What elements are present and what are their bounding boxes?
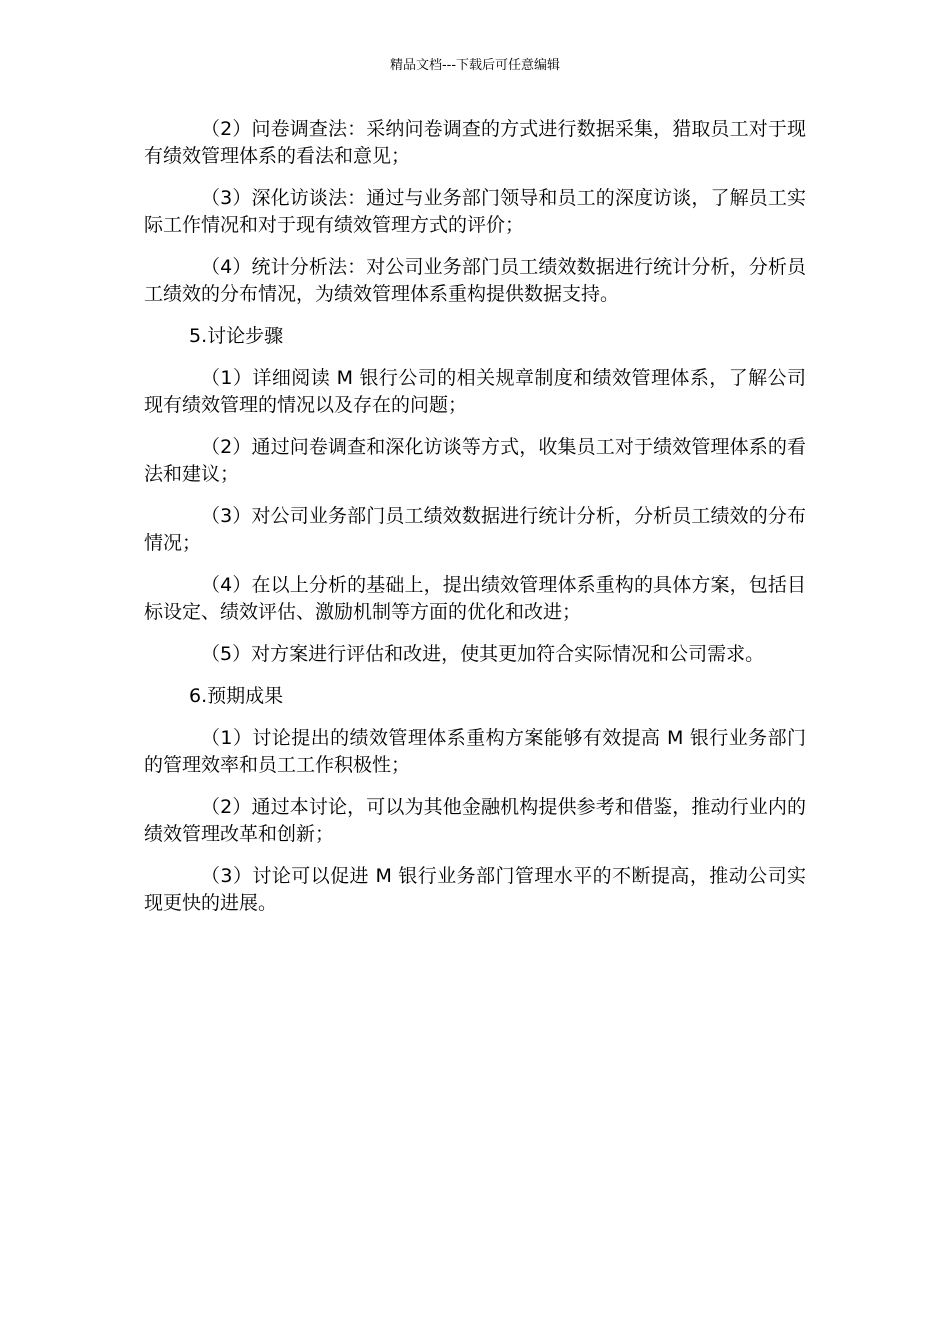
paragraph-method-statistics: （4）统计分析法：对公司业务部门员工绩效数据进行统计分析，分析员工绩效的分布情况，为绩效管理体系重构提供数据支持。 <box>144 256 806 305</box>
section-heading-expected-results: 6.预期成果 <box>189 685 284 707</box>
paragraph-step-5: （5）对方案进行评估和改进，使其更加符合实际情况和公司需求。 <box>201 643 765 665</box>
paragraph-result-1: （1）讨论提出的绩效管理体系重构方案能够有效提高 M 银行业务部门的管理效率和员工工作积极性； <box>144 727 806 776</box>
paragraph-step-4: （4）在以上分析的基础上，提出绩效管理体系重构的具体方案，包括目标设定、绩效评估、激励机制等方面的优化和改进； <box>144 574 806 623</box>
document-body <box>144 116 806 932</box>
paragraph-result-2: （2）通过本讨论，可以为其他金融机构提供参考和借鉴，推动行业内的绩效管理改革和创新； <box>144 796 806 845</box>
page-header: 精品文档---下载后可任意编辑 <box>389 58 561 73</box>
section-heading-research-steps: 5.讨论步骤 <box>189 325 284 347</box>
paragraph-step-3: （3）对公司业务部门员工绩效数据进行统计分析，分析员工绩效的分布情况； <box>144 505 806 554</box>
paragraph-result-3: （3）讨论可以促进 M 银行业务部门管理水平的不断提高，推动公司实现更快的进展。 <box>144 865 806 914</box>
paragraph-step-2: （2）通过问卷调查和深化访谈等方式，收集员工对于绩效管理体系的看法和建议； <box>144 436 806 485</box>
paragraph-method-interview: （3）深化访谈法：通过与业务部门领导和员工的深度访谈，了解员工实际工作情况和对于现有绩效管理方式的评价； <box>144 187 806 236</box>
paragraph-method-questionnaire: （2）问卷调查法：采纳问卷调查的方式进行数据采集，猎取员工对于现有绩效管理体系的看法和意见； <box>144 118 806 167</box>
paragraph-step-1: （1）详细阅读 M 银行公司的相关规章制度和绩效管理体系，了解公司现有绩效管理的情况以及存在的问题； <box>144 367 806 416</box>
